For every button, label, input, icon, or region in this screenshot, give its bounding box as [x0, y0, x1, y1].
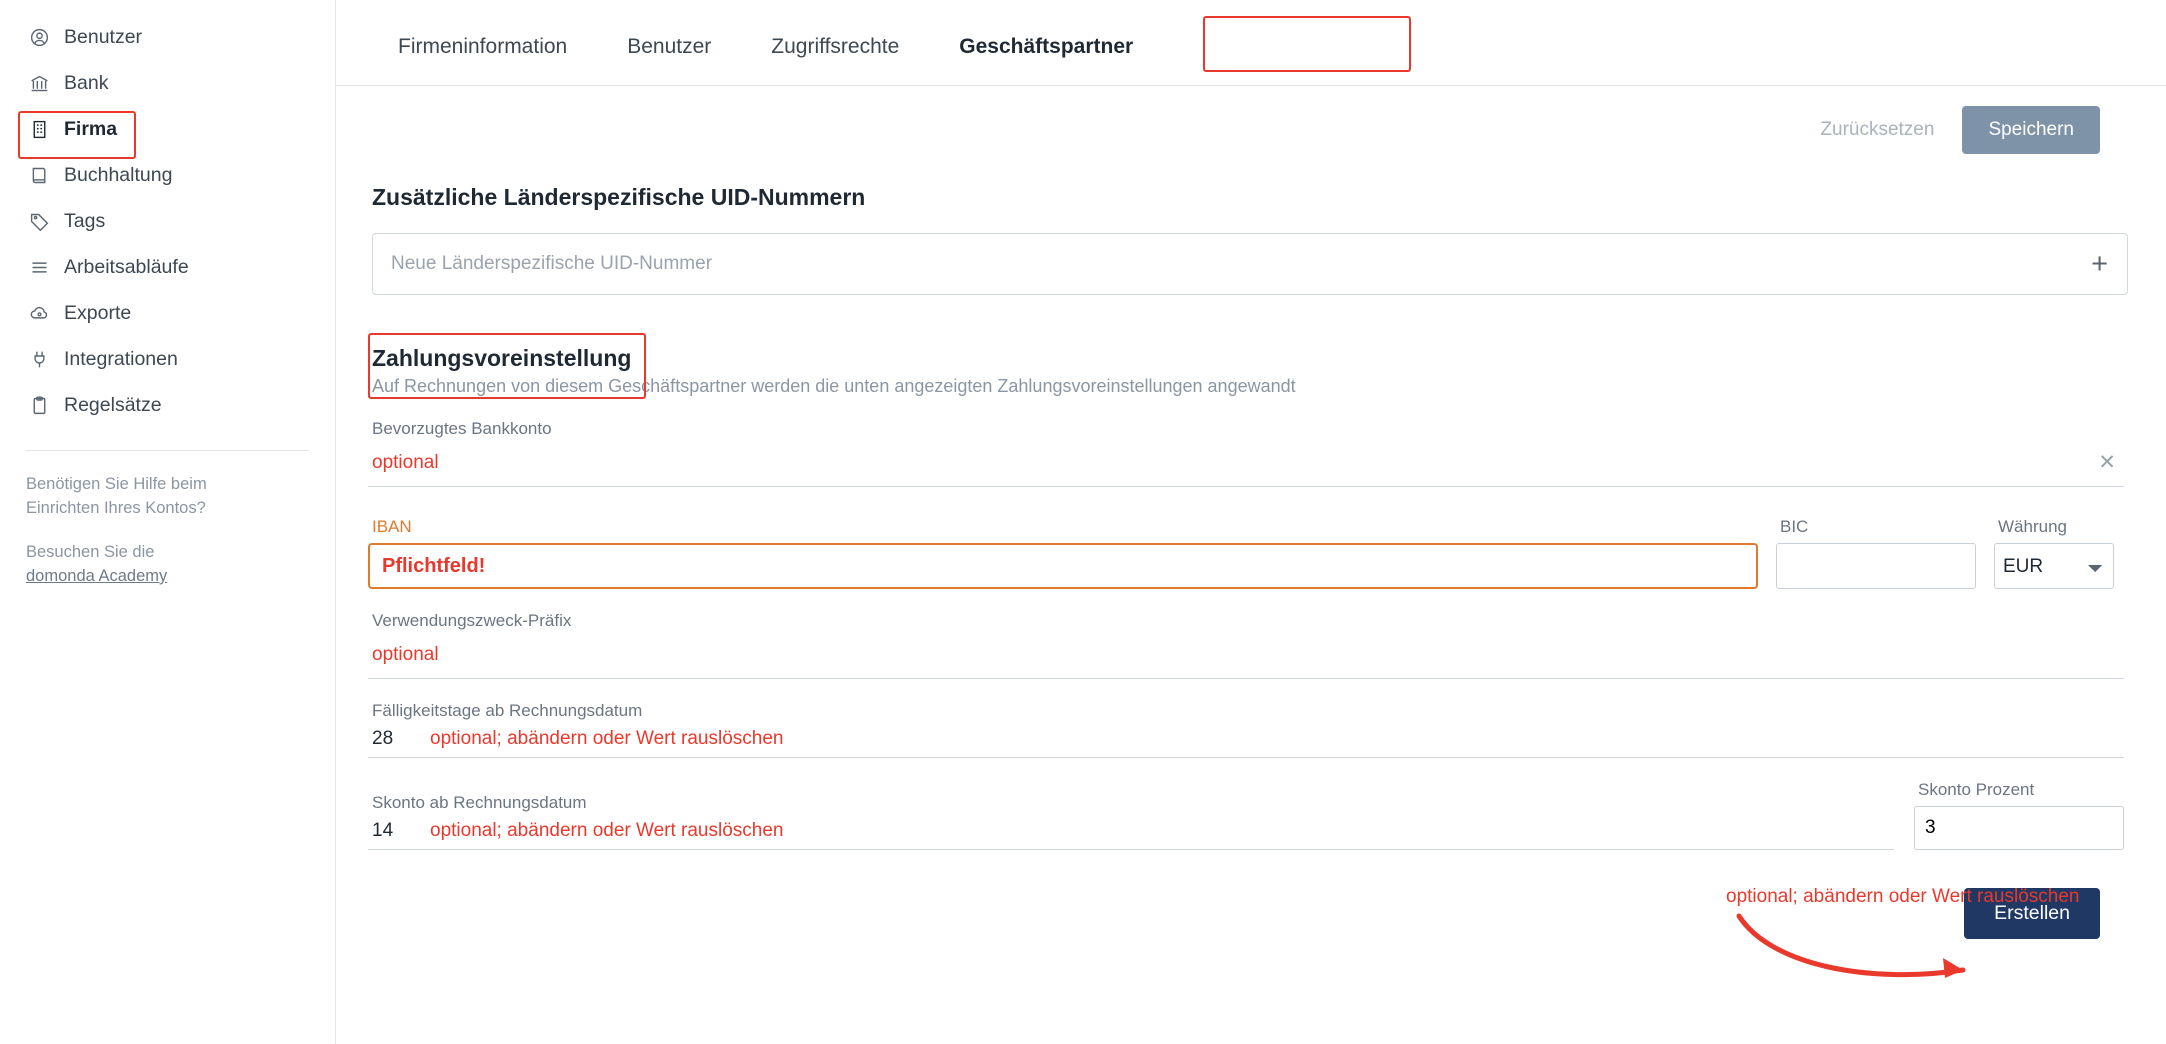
tab-zugriffsrechte[interactable]: Zugriffsrechte — [771, 35, 900, 58]
tab-geschaeftspartner[interactable]: Geschäftspartner — [959, 35, 1134, 58]
skonto-percent-label: Skonto Prozent — [1918, 780, 2035, 799]
due-days-annotation: optional; abändern oder Wert rauslöschen — [430, 728, 784, 749]
skonto-days-row — [368, 819, 1894, 850]
tab-bar — [336, 0, 2166, 86]
due-days-label: Fälligkeitstage ab Rechnungsdatum — [372, 701, 643, 720]
bank-account-label: Bevorzugtes Bankkonto — [372, 419, 552, 438]
bank-icon — [26, 73, 52, 94]
due-days-input[interactable] — [368, 727, 430, 751]
skonto-percent-annotation: optional; abändern oder Wert rauslöschen — [1726, 886, 2080, 907]
iban-row — [368, 517, 2134, 589]
skonto-days-input[interactable] — [368, 819, 430, 843]
payment-section-title: Zahlungsvoreinstellung — [372, 345, 632, 371]
iban-input[interactable] — [368, 543, 1758, 589]
sidebar-item-label: Integrationen — [64, 347, 178, 370]
sidebar-item-label: Tags — [64, 209, 106, 232]
close-icon[interactable]: ✕ — [2098, 451, 2116, 474]
reset-button[interactable]: Zurücksetzen — [1814, 118, 1940, 142]
sidebar-item-label: Regelsätze — [64, 393, 162, 416]
currency-field — [1994, 517, 2114, 589]
cloud-upload-icon — [26, 303, 52, 324]
currency-select[interactable] — [1994, 543, 2114, 589]
list-icon — [26, 257, 52, 278]
sidebar-item-tags[interactable] — [0, 198, 335, 244]
bank-account-field — [368, 419, 2134, 487]
iban-label: IBAN — [372, 517, 412, 536]
skonto-days-annotation: optional; abändern oder Wert rauslöschen — [430, 820, 784, 841]
skonto-days-label: Skonto ab Rechnungsdatum — [372, 793, 587, 812]
bank-account-input[interactable] — [368, 445, 2124, 487]
iban-field — [368, 517, 1758, 589]
currency-label: Währung — [1998, 517, 2067, 536]
uid-input-wrapper — [372, 233, 2130, 295]
payment-section-subtitle: Auf Rechnungen von diesem Geschäftspartner werden die unten angezeigten Zahlungsvoreinstellungen angewandt — [372, 376, 1296, 396]
due-days-row — [368, 727, 2124, 758]
uid-number-input[interactable] — [372, 233, 2128, 295]
plug-icon — [26, 349, 52, 370]
sidebar-item-integrationen[interactable] — [0, 336, 335, 382]
sidebar-item-benutzer[interactable] — [0, 14, 335, 60]
building-icon — [26, 119, 52, 140]
sidebar-item-label: Bank — [64, 71, 109, 94]
add-uid-plus-icon[interactable]: + — [2091, 248, 2108, 280]
tab-firmeninformation[interactable]: Firmeninformation — [398, 35, 568, 58]
create-button[interactable]: Erstellen — [1964, 888, 2100, 939]
purpose-prefix-field — [368, 611, 2134, 679]
content-area — [336, 86, 2166, 939]
payment-settings-section — [368, 345, 2134, 939]
sidebar-item-label: Firma — [64, 117, 118, 140]
user-circle-icon — [26, 27, 52, 48]
sidebar-item-firma[interactable] — [0, 106, 335, 152]
sidebar-item-label: Arbeitsabläufe — [64, 255, 189, 278]
skonto-percent-input[interactable] — [1914, 806, 2124, 850]
main-panel — [336, 0, 2166, 1044]
uid-section-title: Zusätzliche Länderspezifische UID-Nummern — [372, 184, 866, 210]
bic-label: BIC — [1780, 517, 1809, 536]
purpose-prefix-label: Verwendungszweck-Präfix — [372, 611, 572, 630]
sidebar-item-regelsaetze[interactable] — [0, 382, 335, 428]
help-line-2: Einrichten Ihres Kontos? — [26, 498, 206, 517]
skonto-row — [368, 780, 2134, 850]
sidebar-item-bank[interactable] — [0, 60, 335, 106]
bic-field — [1776, 517, 1976, 589]
purpose-prefix-input[interactable] — [368, 637, 2124, 679]
help-line-3: Besuchen Sie die — [26, 542, 155, 561]
help-line-1: Benötigen Sie Hilfe beim — [26, 475, 207, 493]
save-button[interactable]: Speichern — [1962, 106, 2100, 154]
domonda-academy-link[interactable]: domonda Academy — [26, 566, 168, 585]
skonto-percent-field — [1914, 780, 2124, 850]
form-action-row — [368, 86, 2134, 174]
sidebar-item-arbeitsablaeufe[interactable] — [0, 244, 335, 290]
skonto-days-field — [368, 793, 1894, 850]
sidebar-item-label: Buchhaltung — [64, 163, 173, 186]
bic-input[interactable] — [1776, 543, 1976, 589]
sidebar-help-block — [0, 451, 335, 589]
due-days-field — [368, 701, 2134, 758]
clipboard-icon — [26, 395, 52, 416]
sidebar — [0, 0, 336, 1044]
tab-benutzer[interactable]: Benutzer — [627, 35, 712, 58]
sidebar-item-buchhaltung[interactable] — [0, 152, 335, 198]
tag-icon — [26, 211, 52, 232]
sidebar-item-label: Exporte — [64, 301, 132, 324]
sidebar-item-label: Benutzer — [64, 25, 143, 48]
book-icon — [26, 165, 52, 186]
geschaeftspartner-highlight-box — [1203, 16, 1411, 72]
sidebar-item-exporte[interactable] — [0, 290, 335, 336]
